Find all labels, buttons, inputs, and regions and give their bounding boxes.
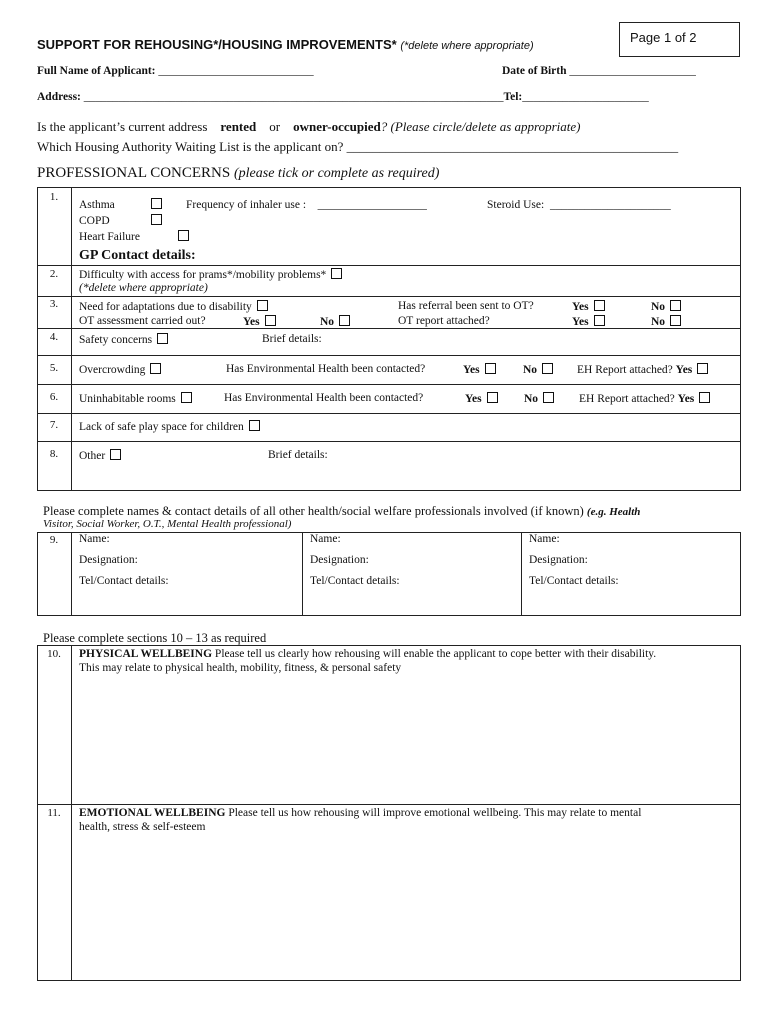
safety-brief-details: Brief details: xyxy=(262,333,322,345)
inhaler-frequency-field[interactable]: Frequency of inhaler use : ___________________ xyxy=(186,199,427,211)
address-field[interactable]: Address: _________________________________________________________________________Tel:______________________ xyxy=(37,91,649,103)
emotional-wellbeing-prompt: EMOTIONAL WELLBEING Please tell us how rehousing will improve emotional wellbeing. This may relate to mental xyxy=(79,807,642,819)
row-number: 8. xyxy=(49,448,59,460)
sections-note: Please complete sections 10 – 13 as required xyxy=(43,631,267,645)
contact3-tel[interactable]: Tel/Contact details: xyxy=(529,575,619,587)
mobility-checkbox[interactable] xyxy=(331,268,342,279)
full-name-field[interactable]: Full Name of Applicant: ___________________________ xyxy=(37,65,314,77)
date-of-birth-field[interactable]: Date of Birth ______________________ xyxy=(502,65,696,77)
contact3-designation[interactable]: Designation: xyxy=(529,554,588,566)
row-number: 11. xyxy=(47,807,61,819)
overcrowding-checkbox[interactable] xyxy=(150,363,161,374)
ot-assessment-label: OT assessment carried out? xyxy=(79,315,206,327)
emotional-wellbeing-answer[interactable] xyxy=(73,837,739,979)
row-number: 10. xyxy=(47,648,61,660)
ot-report-no[interactable]: No xyxy=(651,315,681,328)
waiting-list-field[interactable]: Which Housing Authority Waiting List is the applicant on? ___________________________________________________ xyxy=(37,139,679,154)
contacts-intro-examples: Visitor, Social Worker, O.T., Mental Health professional) xyxy=(43,518,292,530)
physical-wellbeing-prompt: PHYSICAL WELLBEING Please tell us clearly how rehousing will enable the applicant to cope better with their disability. xyxy=(79,648,657,660)
contact2-name[interactable]: Name: xyxy=(310,533,341,545)
ot-assessment-yes[interactable]: Yes xyxy=(243,315,276,328)
ot-report-label: OT report attached? xyxy=(398,315,490,327)
eh-contacted-no[interactable]: No xyxy=(524,392,554,405)
ot-referral-label: Has referral been sent to OT? xyxy=(398,300,534,312)
safety-checkbox[interactable] xyxy=(157,333,168,344)
asthma-checkbox[interactable] xyxy=(151,198,162,209)
emotional-wellbeing-prompt-line2: health, stress & self-esteem xyxy=(79,821,206,833)
gp-contact-label: GP Contact details: xyxy=(79,248,196,263)
ot-assessment-no[interactable]: No xyxy=(320,315,350,328)
play-space-checkbox[interactable] xyxy=(249,420,260,431)
contact3-name[interactable]: Name: xyxy=(529,533,560,545)
row-number: 5. xyxy=(49,362,59,374)
eh-report-label: EH Report attached? Yes xyxy=(577,363,708,376)
eh-contacted-no[interactable]: No xyxy=(523,363,553,376)
owner-occupied-option[interactable]: owner-occupied xyxy=(293,119,381,134)
mobility-problems-label: Difficulty with access for prams*/mobility problems* xyxy=(79,268,342,281)
safety-concerns-label: Safety concerns xyxy=(79,333,168,346)
row-number: 4. xyxy=(49,331,59,343)
heart-failure-label: Heart Failure xyxy=(79,231,140,243)
adaptations-label: Need for adaptations due to disability xyxy=(79,300,268,313)
other-label: Other xyxy=(79,449,121,462)
contact1-designation[interactable]: Designation: xyxy=(79,554,138,566)
eh-report-checkbox[interactable] xyxy=(699,392,710,403)
other-brief-details: Brief details: xyxy=(268,449,328,461)
contact2-designation[interactable]: Designation: xyxy=(310,554,369,566)
play-space-label: Lack of safe play space for children xyxy=(79,420,260,433)
ot-referral-yes[interactable]: Yes xyxy=(572,300,605,313)
uninhabitable-rooms-label: Uninhabitable rooms xyxy=(79,392,192,405)
asthma-label: Asthma xyxy=(79,199,115,211)
ot-report-yes[interactable]: Yes xyxy=(572,315,605,328)
row-number: 3. xyxy=(49,298,59,310)
heart-failure-checkbox[interactable] xyxy=(178,230,189,241)
contacts-table xyxy=(37,532,741,616)
eh-contacted-label: Has Environmental Health been contacted? xyxy=(226,363,426,375)
rented-option[interactable]: rented xyxy=(220,119,257,134)
delete-note: (*delete where appropriate) xyxy=(79,282,208,294)
row-number: 1. xyxy=(49,191,59,203)
eh-contacted-yes[interactable]: Yes xyxy=(463,363,496,376)
contact1-tel[interactable]: Tel/Contact details: xyxy=(79,575,169,587)
row-number: 6. xyxy=(49,391,59,403)
other-checkbox[interactable] xyxy=(110,449,121,460)
copd-label: COPD xyxy=(79,215,110,227)
professional-concerns-heading: PROFESSIONAL CONCERNS (please tick or complete as required) xyxy=(37,165,440,181)
adaptations-checkbox[interactable] xyxy=(257,300,268,311)
contact1-name[interactable]: Name: xyxy=(79,533,110,545)
steroid-use-field[interactable]: Steroid Use: _____________________ xyxy=(487,199,671,211)
form-title: SUPPORT FOR REHOUSING*/HOUSING IMPROVEMENTS* (*delete where appropriate) xyxy=(37,37,534,52)
overcrowding-label: Overcrowding xyxy=(79,363,161,376)
physical-wellbeing-answer[interactable] xyxy=(73,678,739,802)
row-number: 2. xyxy=(49,268,59,280)
eh-contacted-label: Has Environmental Health been contacted? xyxy=(224,392,424,404)
eh-report-label: EH Report attached? Yes xyxy=(579,392,710,405)
physical-wellbeing-prompt-line2: This may relate to physical health, mobility, fitness, & personal safety xyxy=(79,662,402,674)
eh-report-checkbox[interactable] xyxy=(697,363,708,374)
contacts-intro: Please complete names & contact details of all other health/social welfare professionals involved (if known) (e.g. Health xyxy=(43,504,641,518)
contact2-tel[interactable]: Tel/Contact details: xyxy=(310,575,400,587)
copd-checkbox[interactable] xyxy=(151,214,162,225)
uninhabitable-checkbox[interactable] xyxy=(181,392,192,403)
ot-referral-no[interactable]: No xyxy=(651,300,681,313)
eh-contacted-yes[interactable]: Yes xyxy=(465,392,498,405)
tenure-question: Is the applicant’s current address rented or owner-occupied? (Please circle/delete as appropriate) xyxy=(37,119,581,134)
row-number: 7. xyxy=(49,419,59,431)
row-number: 9. xyxy=(49,534,59,546)
page-indicator: Page 1 of 2 xyxy=(619,22,740,57)
